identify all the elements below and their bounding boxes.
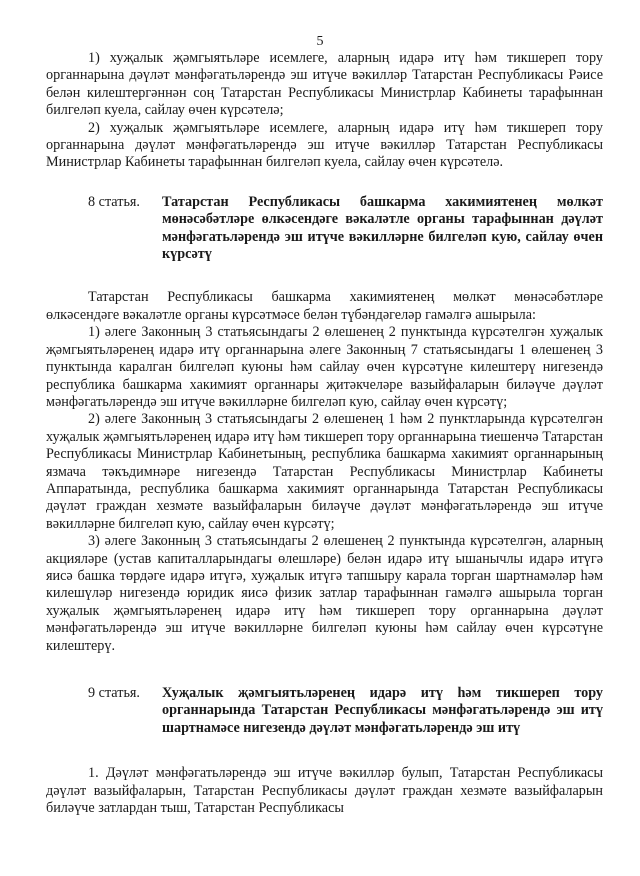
article-8-title: Татарстан Республикасы башкарма хакимиятенең мөлкәт мөнәсәбәтләре өлкәсендәге вәкаләтле органы тарафыннан дәүләт мәнфәгатьләрендә эш итүче вәкилләрне билгеләп кую, сайлау өчен күрсәтү	[162, 193, 603, 263]
article-8-paragraph-2: 2) әлеге Законның 3 статьясындагы 2 өлешенең 1 һәм 2 пунктларында күрсәтелгән хуҗалык җәмгыятьләренең идарә итү һәм тикшереп тору органнарына тиешенчә Татарстан Республикасы Министрлар Кабинетының, республика башкарма хакимият органнарының язмача тәкъдимнәре нигезендә Татарстан Республикасы Министрлар Кабинеты Аппаратында, республика башкарма хакимият органнарында Татарстан Республикасы дәүләт граждан хезмәте вазыйфаларын биләүче дәүләт мәнфәгатьләрендә эш итүче вәкилләрне билгеләп кую, сайлау өчен күрсәтү;	[46, 411, 603, 532]
article-8-paragraph-3: 3) әлеге Законның 3 статьясындагы 2 өлешенең 2 пунктында күрсәтелгән, аларның акцияләре (устав капиталларындагы өлешләре) белән идарә итү ышанычлы идарә итүгә яисә башка төрдәге идарә итүгә, хуҗалык итүгә тапшыру карала торган шартнамәләр һәм килешүләр нигезендә юридик яисә физик затлар тарафыннан гамәлгә ашырыла торган хуҗалык җәмгыятьләренең идарә итү һәм тикшереп тору органнарына дәүләт мәнфәгатьләрендә эш итүче вәкилләрне билгеләп куюны һәм сайлау өчен күрсәтүне килештерү.	[46, 533, 603, 654]
article-8-heading	[46, 194, 603, 264]
article-9-heading	[46, 685, 603, 737]
article-8-number: 8 статья.	[88, 193, 140, 210]
article-9-title: Хуҗалык җәмгыятьләренең идарә итү һәм тикшереп тору органнарында Татарстан Республикасы мәнфәгатьләрендә эш итү шартнамәсе нигезендә дәүләт мәнфәгатьләрендә эш итү	[162, 685, 603, 736]
article-9-paragraph-1: 1. Дәүләт мәнфәгатьләрендә эш итүче вәкилләр булып, Татарстан Республикасы дәүләт вазыйфаларын, Татарстан Республикасы дәүләт граждан хезмәте вазыйфаларын биләүче затлардан тыш, Татарстан Республикасы	[46, 765, 603, 817]
paragraph-top-1: 1) хуҗалык җәмгыятьләре исемлеге, аларның идарә итү һәм тикшереп тору органнарына дәүләт мәнфәгатьләрендә эш итүче вәкилләр Татарстан Республикасы Рәисе белән килештергәннән соң Татарстан Республикасы Министрлар Кабинеты тарафыннан билгеләп куела, сайлау өчен күрсәтелә;	[46, 50, 603, 119]
page-number: 5	[316, 34, 324, 49]
paragraph-top-2: 2) хуҗалык җәмгыятьләре исемлеге, аларның идарә итү һәм тикшереп тору органнарына дәүләт мәнфәгатьләрендә эш итүче вәкилләр Татарстан Республикасы Министрлар Кабинеты тарафыннан билгеләп куела, сайлау өчен күрсәтелә.	[46, 119, 603, 171]
article-9-number: 9 статья.	[88, 685, 140, 701]
article-8-paragraph-intro: Татарстан Республикасы башкарма хакимиятенең мөлкәт мөнәсәбәтләре өлкәсендәге вәкаләтле органы күрсәтмәсе белән түбәндәгеләр гамәлгә ашырыла:	[46, 289, 603, 323]
document-body	[46, 50, 603, 817]
article-8-paragraph-1: 1) әлеге Законның 3 статьясындагы 2 өлешенең 2 пунктында күрсәтелгән хуҗалык җәмгыятьләренең идарә итү органнарына әлеге Законның 7 статьясындагы 1 өлешенең 3 пунктында каралган билгеләп куюны һәм сайлау өчен күрсәтүне килештерү нигезендә республика башкарма хакимият органнары җитәкчеләре вазыйфаларын биләүче дәүләт мәнфәгатьләрендә эш итүче вәкилләрне билгеләп кую, сайлау өчен күрсәтү;	[46, 324, 603, 410]
